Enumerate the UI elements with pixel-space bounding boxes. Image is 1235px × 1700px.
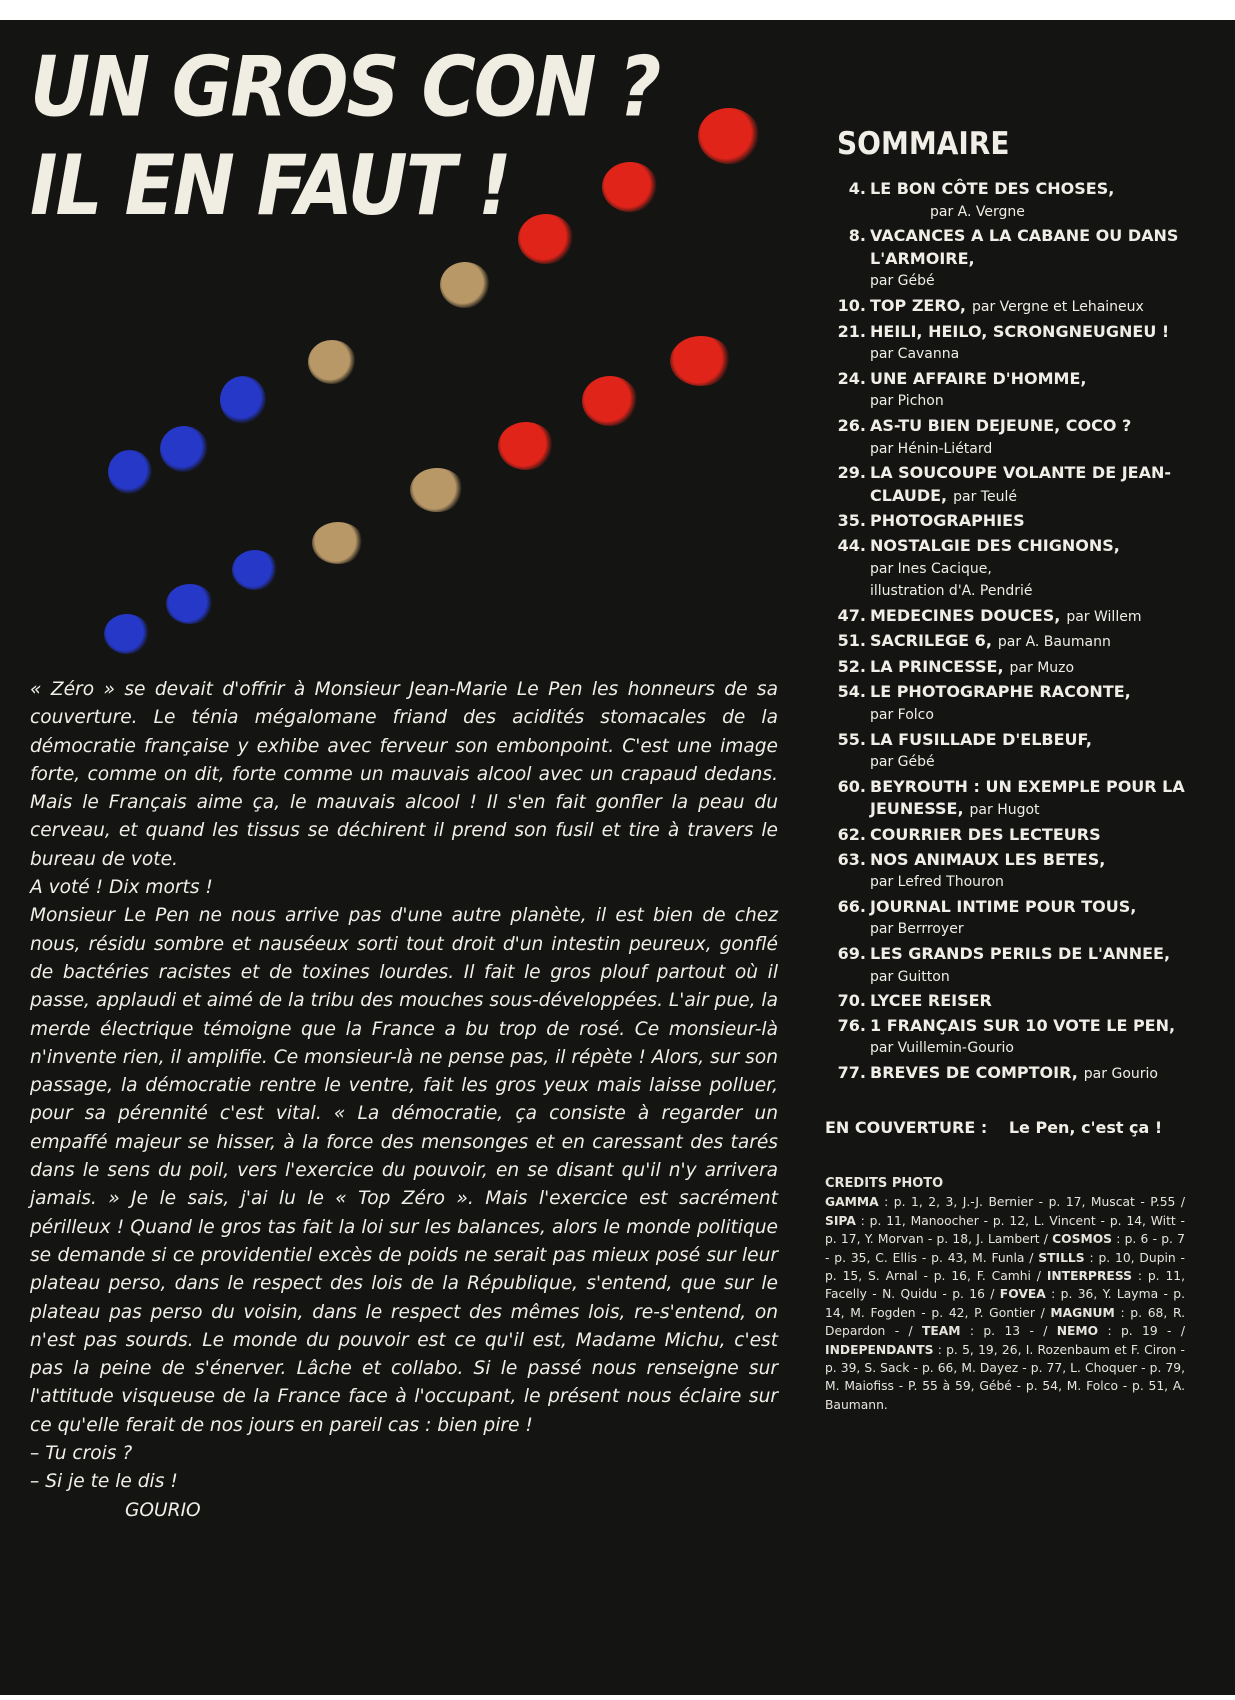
toc-entry-title: BEYROUTH : UN EXEMPLE POUR LA JEUNESSE, xyxy=(870,776,1185,819)
light-dot xyxy=(582,376,638,426)
toc-entry-author: par Cavanna xyxy=(870,346,960,363)
toc-entry xyxy=(825,321,1225,366)
toc-entry xyxy=(825,943,1225,988)
toc-entry-title: NOS ANIMAUX LES BETES, xyxy=(870,849,1106,869)
toc-page-number: 62. xyxy=(837,825,866,845)
editorial-paragraph: – Tu crois ? xyxy=(30,1443,133,1465)
cover-label: EN COUVERTURE : xyxy=(825,1118,988,1137)
toc-entry-author: par Pichon xyxy=(870,393,944,410)
light-dot xyxy=(440,262,490,308)
credit-agency: STILLS xyxy=(1038,1250,1085,1265)
toc-entry-title: LA PRINCESSE, xyxy=(870,656,1004,676)
toc-entry xyxy=(825,681,1225,726)
dark-panel xyxy=(0,20,1235,1695)
credit-text: : p. 10, Dupin - p. 15, S. Arnal - p. 16, F. Camhi / xyxy=(825,1250,1185,1284)
credit-text: : p. 11, Manoocher - p. 12, L. Vincent - p. 14, Witt - p. 17, Y. Morvan - p. 18, J. Lambert / xyxy=(825,1213,1185,1247)
editorial-paragraph: – Si je te le dis ! xyxy=(30,1471,178,1493)
toc-entry-title: LA SOUCOUPE VOLANTE DE JEAN-CLAUDE, xyxy=(870,463,1171,505)
credit-agency: NEMO xyxy=(1056,1324,1099,1339)
editorial-text xyxy=(30,676,778,1525)
toc-page-number: 4. xyxy=(848,179,866,198)
toc-entry-author: par Hénin-Liétard xyxy=(870,440,993,457)
toc-entry-title: JOURNAL INTIME POUR TOUS, xyxy=(870,896,1137,916)
toc-entry-author: par Ines Cacique, xyxy=(870,560,992,577)
headline-line-2: IL EN FAUT ! xyxy=(30,137,510,234)
toc-entry-title: AS-TU BIEN DEJEUNE, COCO ? xyxy=(870,415,1132,435)
editorial-paragraph: Monsieur Le Pen ne nous arrive pas d'une autre planète, il est bien de chez nous, résidu sombre et nauséeux sorti tout droit d'un intestin peureux, gonflé de bactéries racistes et de toxines lourdes. Il fait le gros plouf partout où il passe, applaudi et aimé de la tribu des mouches sous-développées. L'air pue, la merde électrique témoigne que la France a bu trop de rosé. Ce monsieur-là n'invente rien, il amplifie. Ce monsieur-là ne pense pas, il répète ! Alors, sur son passage, la démocratie rentre le ventre, fait les gros yeux mais laisse polluer, pour sa pérennité c'est vital. « La démocratie, ça consiste à regarder un empaffé majeur se hisser, à la force des mensonges et en caressant des tarés dans le sens du poil, vers l'exercice du pouvoir, en se disant qu'il n'y arrivera jamais. » Je le sais, j'ai lu le « Top Zéro ». Mais l'exercice est sacrément périlleux ! Quand le gros tas fait la loi sur les balances, alors le monde politique se demande si ce providentiel excès de poids ne serait pas mieux posé sur leur plateau perso, dans le respect des lois de la République, s'entend, que sur le plateau pas perso du voisin, dans le respect des mêmes lois, re-s'entend, on n'est pas sourds. Le monde du pouvoir est ce qu'il est, Madame Michu, c'est pas la peine de s'énerver. Lâche et collabo. Si le passé nous renseigne sur l'attitude visqueuse de la France face à l'occupant, le présent nous éclaire sur ce qu'elle ferait de nos jours en pareil cas : bien pire ! xyxy=(30,905,778,1436)
light-dot xyxy=(308,340,356,384)
toc-entry xyxy=(825,1015,1225,1060)
light-dot xyxy=(312,522,364,564)
toc-entry xyxy=(825,824,1225,847)
toc-page-number: 21. xyxy=(837,321,866,341)
toc-entry-author: par Vuillemin-Gourio xyxy=(870,1040,1014,1057)
toc-entry xyxy=(825,510,1225,533)
toc-entry xyxy=(825,990,1225,1013)
toc-page-number: 60. xyxy=(837,776,866,796)
toc-entry-title: VACANCES A LA CABANE OU DANS L'ARMOIRE, xyxy=(870,226,1179,268)
credit-text: : p. 13 - / xyxy=(960,1324,1057,1339)
toc-entry-title: LA FUSILLADE D'ELBEUF, xyxy=(870,729,1092,749)
photo-credits xyxy=(825,1175,1185,1414)
credit-agency: TEAM xyxy=(921,1324,961,1339)
toc-page-number: 35. xyxy=(837,511,866,531)
toc-page-number: 51. xyxy=(837,631,866,651)
credit-agency: FOVEA xyxy=(999,1287,1046,1302)
toc-entry xyxy=(825,605,1225,629)
toc-entry-title: LES GRANDS PERILS DE L'ANNEE, xyxy=(870,944,1171,963)
headline xyxy=(30,38,790,235)
toc-entry xyxy=(825,295,1225,319)
toc-page-number: 76. xyxy=(837,1015,866,1035)
light-dot xyxy=(498,422,554,470)
toc-page-number: 29. xyxy=(837,463,866,483)
toc-title: SOMMAIRE xyxy=(837,125,1010,162)
toc-page-number: 44. xyxy=(837,535,866,555)
toc-entry-author: par Hugot xyxy=(969,802,1040,819)
light-dot xyxy=(108,450,152,494)
toc-page-number: 69. xyxy=(837,944,866,963)
toc-entry-title: TOP ZERO, xyxy=(870,295,966,315)
editorial-paragraph: A voté ! Dix morts ! xyxy=(30,877,213,899)
toc-entry-title: MEDECINES DOUCES, xyxy=(870,605,1061,625)
credit-agency: GAMMA xyxy=(825,1195,879,1210)
toc-page-number: 24. xyxy=(837,368,866,388)
toc-entry-author: par Vergne et Lehaineux xyxy=(972,298,1144,315)
toc-entry-title: LYCEE REISER xyxy=(870,991,992,1011)
toc-entry-title: 1 FRANÇAIS SUR 10 VOTE LE PEN, xyxy=(870,1015,1176,1035)
light-dot xyxy=(232,550,278,590)
light-dot xyxy=(104,614,150,654)
credit-text: : p. 5, 19, 26, I. Rozenbaum et F. Ciron - p. 39, S. Sack - p. 66, M. Dayez - p. 77, L. Choquer - p. 79, M. Maiofiss - P. 55 à 59, Gébé - p. 54, M. Folco - p. 51, A. Baumann. xyxy=(825,1342,1185,1412)
toc-page-number: 8. xyxy=(848,226,866,246)
toc-entry xyxy=(825,368,1225,413)
toc-entry xyxy=(825,776,1225,822)
toc-page-number: 26. xyxy=(837,415,866,435)
toc-entry xyxy=(825,225,1225,293)
credit-agency: INDEPENDANTS xyxy=(825,1342,934,1357)
toc-page-number: 54. xyxy=(837,682,866,702)
toc-entry-title: BREVES DE COMPTOIR, xyxy=(870,1062,1078,1082)
toc-entry-author: par A. Vergne xyxy=(930,203,1025,220)
credits-body xyxy=(825,1193,1185,1414)
toc-page-number: 52. xyxy=(837,656,866,676)
credit-agency: INTERPRESS xyxy=(1046,1269,1132,1284)
toc-entry xyxy=(825,656,1225,680)
toc-entry xyxy=(825,535,1225,603)
toc-entry-author: par Muzo xyxy=(1009,659,1075,676)
cover-value: Le Pen, c'est ça ! xyxy=(1008,1118,1163,1137)
toc-entry xyxy=(825,1062,1225,1086)
light-dot xyxy=(410,468,464,512)
toc-entry-title: COURRIER DES LECTEURS xyxy=(870,825,1101,845)
toc-entry xyxy=(825,896,1225,941)
toc-entry xyxy=(825,178,1225,223)
toc-entry-author: par Willem xyxy=(1066,608,1142,625)
toc-entry xyxy=(825,415,1225,460)
toc-entry-title: NOSTALGIE DES CHIGNONS, xyxy=(870,535,1120,555)
toc-entry xyxy=(825,462,1225,508)
toc-entry-author: par Lefred Thouron xyxy=(870,874,1004,891)
credit-text: : p. 11, Facelly - N. Quidu - p. 16 / xyxy=(825,1269,1185,1302)
toc-entry-author: par Gébé xyxy=(870,754,935,771)
toc-page-number: 47. xyxy=(837,605,866,625)
toc-entry-title: SACRILEGE 6, xyxy=(870,631,992,651)
toc-entry-author: par Gourio xyxy=(1083,1065,1158,1082)
light-dot xyxy=(220,376,266,424)
toc-entry xyxy=(825,849,1225,894)
credit-text: : p. 19 - / xyxy=(1098,1324,1185,1339)
toc-entry-author: par Gébé xyxy=(870,273,935,290)
toc-entry-author: par Guitton xyxy=(870,968,950,985)
toc-entry-title: HEILI, HEILO, SCRONGNEUGNEU ! xyxy=(870,321,1170,341)
toc-entry-author: par Berrroyer xyxy=(870,921,964,938)
toc-entry xyxy=(825,630,1225,654)
credit-text: : p. 68, R. Depardon - / xyxy=(825,1305,1185,1339)
cover-line xyxy=(825,1118,1225,1137)
toc-page-number: 66. xyxy=(837,896,866,916)
credit-agency: COSMOS xyxy=(1052,1232,1113,1247)
editorial-paragraph: « Zéro » se devait d'offrir à Monsieur Jean-Marie Le Pen les honneurs de sa couverture. Le ténia mégalomane friand des acidités stomacales de la démocratie française y exhibe avec ferveur son embonpoint. C'est une image forte, comme on dit, forte comme un mauvais alcool avec un crapaud dedans. Mais le Français aime ça, le mauvais alcool ! Il s'en fait gonfler la peau du cerveau, et quand les tissus se déchirent il prend son fusil et tire à travers le bureau de vote. xyxy=(30,679,778,870)
toc-entry xyxy=(825,729,1225,774)
toc-entry-author: par Teulé xyxy=(953,488,1017,505)
credit-agency: MAGNUM xyxy=(1050,1305,1115,1320)
toc-entry-author-extra: illustration d'A. Pendrié xyxy=(870,583,1033,600)
toc-entry-author: par A. Baumann xyxy=(997,634,1111,651)
toc-entry-author: par Folco xyxy=(870,707,934,724)
credit-text: : p. 6 - p. 7 - p. 35, C. Ellis - p. 43, M. Funla / xyxy=(825,1232,1185,1265)
credit-text: : p. 36, Y. Layma - p. 14, M. Fogden - p. 42, P. Gontier / xyxy=(825,1287,1185,1320)
toc-page-number: 55. xyxy=(837,729,866,749)
toc-entry-title: LE PHOTOGRAPHE RACONTE, xyxy=(870,682,1131,702)
toc-entry-title: LE BON CÔTE DES CHOSES, xyxy=(870,179,1115,198)
credits-title: CREDITS PHOTO xyxy=(825,1176,944,1191)
toc-entries xyxy=(825,178,1225,1086)
light-dot xyxy=(670,336,732,386)
toc-page-number: 63. xyxy=(837,849,866,869)
headline-line-1: UN GROS CON ? xyxy=(30,39,660,136)
toc-page-number: 70. xyxy=(837,991,866,1011)
credit-text: : p. 1, 2, 3, J.-J. Bernier - p. 17, Muscat - P.55 / xyxy=(878,1195,1185,1210)
light-dot xyxy=(160,426,208,472)
editorial-signature: GOURIO xyxy=(125,1499,201,1521)
credit-agency: SIPA xyxy=(825,1213,856,1228)
table-of-contents xyxy=(825,120,1225,1088)
light-dot xyxy=(166,584,214,624)
toc-entry-title: UNE AFFAIRE D'HOMME, xyxy=(870,368,1087,388)
toc-page-number: 10. xyxy=(837,295,866,315)
toc-page-number: 77. xyxy=(837,1062,866,1082)
toc-entry-title: PHOTOGRAPHIES xyxy=(870,511,1025,531)
